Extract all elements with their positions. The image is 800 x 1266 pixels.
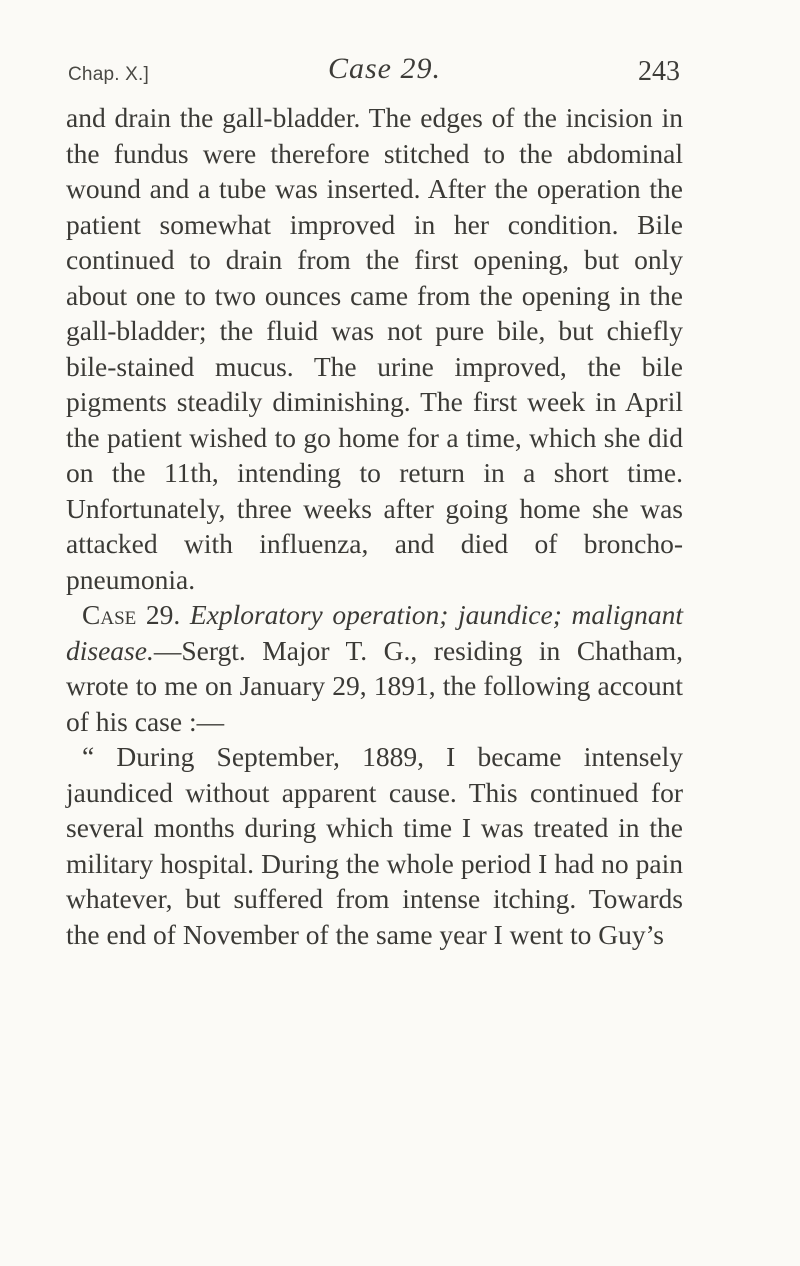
running-head (68, 52, 680, 92)
page-number: 243 (638, 56, 680, 87)
paragraph-continuation: and drain the gall-bladder. The edges of the incision in the fundus were therefore stitched to the abdominal wound and a tube was inserted. After the operation the patient somewhat improved in her condition. Bile continued to drain from the first opening, but only about one to two ounces came from the opening in the gall-bladder; the fluid was not pure bile, but chiefly bile-stained mucus. The urine improved, the bile pigments steadily diminishing. The first week in April the patient wished to go home for a time, which she did on the 11th, intending to return in a short time. Unfortunately, three weeks after going home she was attacked with influenza, and died of broncho-pneumonia. (66, 102, 683, 595)
case-label: Case 29. (82, 599, 181, 630)
chapter-reference: Chap. X.] (68, 64, 150, 85)
case-heading: Exploratory operation; jaundice; malignant disease. (66, 599, 683, 666)
case-intro: —Sergt. Major T. G., residing in Chatham, wrote to me on January 29, 1891, the following account of his case :— (66, 634, 683, 737)
paragraph-patient-quote: “ During September, 1889, I became intensely jaundiced without apparent cause. This continued for several months during which time I was treated in the military hospital. During the whole period I had no pain whatever, but suffered from intense itching. Towards the end of November of the same year I went to Guy’s (66, 741, 683, 950)
paragraph-case-29 (66, 597, 683, 739)
running-title: Case 29. (328, 52, 441, 85)
body-text (66, 100, 683, 952)
